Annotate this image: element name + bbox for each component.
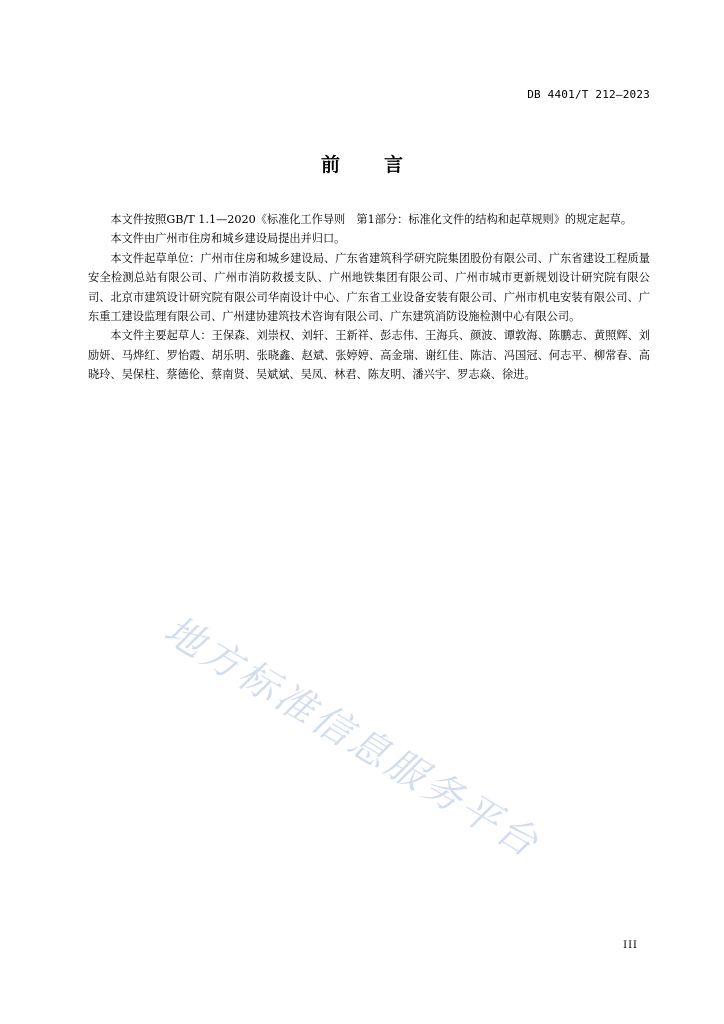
- watermark-text: 地方标准信息服务平台: [156, 607, 548, 868]
- preface-body: [88, 210, 650, 385]
- paragraph-drafting-rules: 本文件按照GB/T 1.1—2020《标准化工作导则 第1部分：标准化文件的结构和起草规则》的规定起草。: [110, 213, 633, 226]
- section-title: 前言: [320, 154, 447, 176]
- paragraph-proposer: 本文件由广州市住房和城乡建设局提出并归口。: [110, 232, 346, 246]
- paragraph-drafters: 本文件主要起草人：王保森、刘崇权、刘轩、王新祥、彭志伟、王海兵、颜波、谭敦海、陈鹏志、黄照辉、刘励妍、马烨红、罗怡霞、胡乐明、张晓鑫、赵斌、张婷婷、高金瑞、谢红佳、陈洁、冯国冠、何志平、柳常春、高晓玲、吴保柱、蔡德伦、蔡南贤、吴斌斌、吴凤、林君、陈友明、潘兴宇、罗志焱、徐进。: [88, 329, 650, 382]
- page-number: III: [623, 940, 638, 951]
- document-number: DB 4401/T 212—2023: [527, 88, 650, 101]
- paragraph-drafting-units: 本文件起草单位：广州市住房和城乡建设局、广东省建筑科学研究院集团股份有限公司、广东省建设工程质量安全检测总站有限公司、广州市消防救援支队、广州地铁集团有限公司、广州市城市更新规划设计研究院有限公司、北京市建筑设计研究院有限公司华南设计中心、广东省工业设备安装有限公司、广州市机电安装有限公司、广东重工建设监理有限公司、广州建协建筑技术咨询有限公司、广东建筑消防设施检测中心有限公司。: [88, 251, 650, 324]
